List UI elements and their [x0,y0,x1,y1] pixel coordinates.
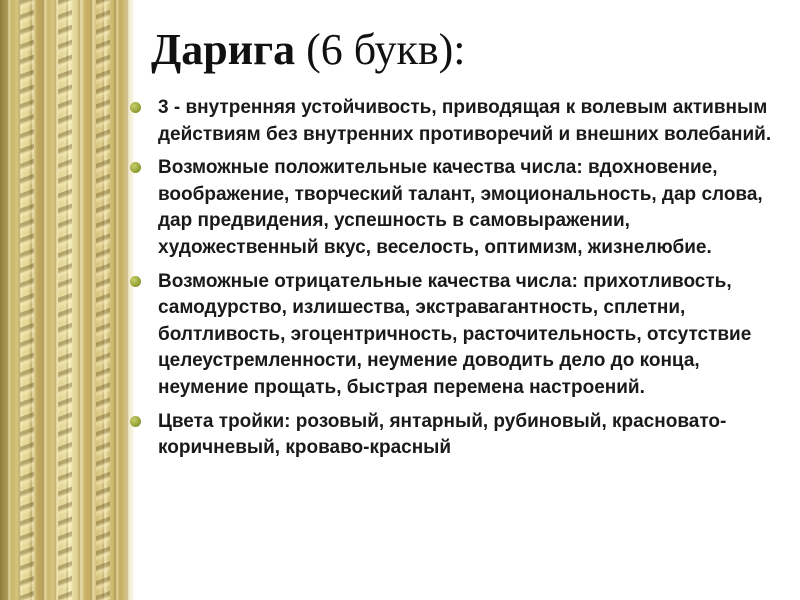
list-item [128,269,783,402]
list-item-text: 3 - внутренняя устойчивость, приводящая к волевым активным действиям без внутренних противоречий и внешних волебаний. [158,97,772,145]
slide-title-name: Дарига [151,25,296,74]
bullet-dot-icon [130,276,141,287]
list-item [128,409,783,462]
decorative-rope [20,0,34,600]
list-item [128,95,783,148]
list-item-text: Возможные положительные качества числа: вдохновение, воображение, творческий талант, эмоциональность, дар слова, дар предвидения, успешность в самовыражении, художественный вкус, веселость, оптимизм, жизнелюбие. [158,157,763,258]
list-item [128,155,783,261]
decorative-rope [58,0,72,600]
slide-title [151,26,465,74]
decorative-rope [96,0,110,600]
list-item-text: Возможные отрицательные качества числа: прихотливость, самодурство, излишества, экстравагантность, сплетни, болтливость, эгоцентричность, расточительность, отсутствие целеустремленности, неумение доводить дело до конца, неумение прощать, быстрая перемена настроений. [158,270,752,398]
slide-title-suffix: (6 букв): [295,25,466,74]
list-item-text: Цвета тройки: розовый, янтарный, рубиновый, красновато-коричневый, кроваво-красный [158,410,727,459]
bullet-dot-icon [130,416,141,427]
bullet-list [128,95,783,469]
bullet-dot-icon [130,162,141,173]
bullet-dot-icon [130,102,141,113]
decorative-gold-band [0,0,135,600]
